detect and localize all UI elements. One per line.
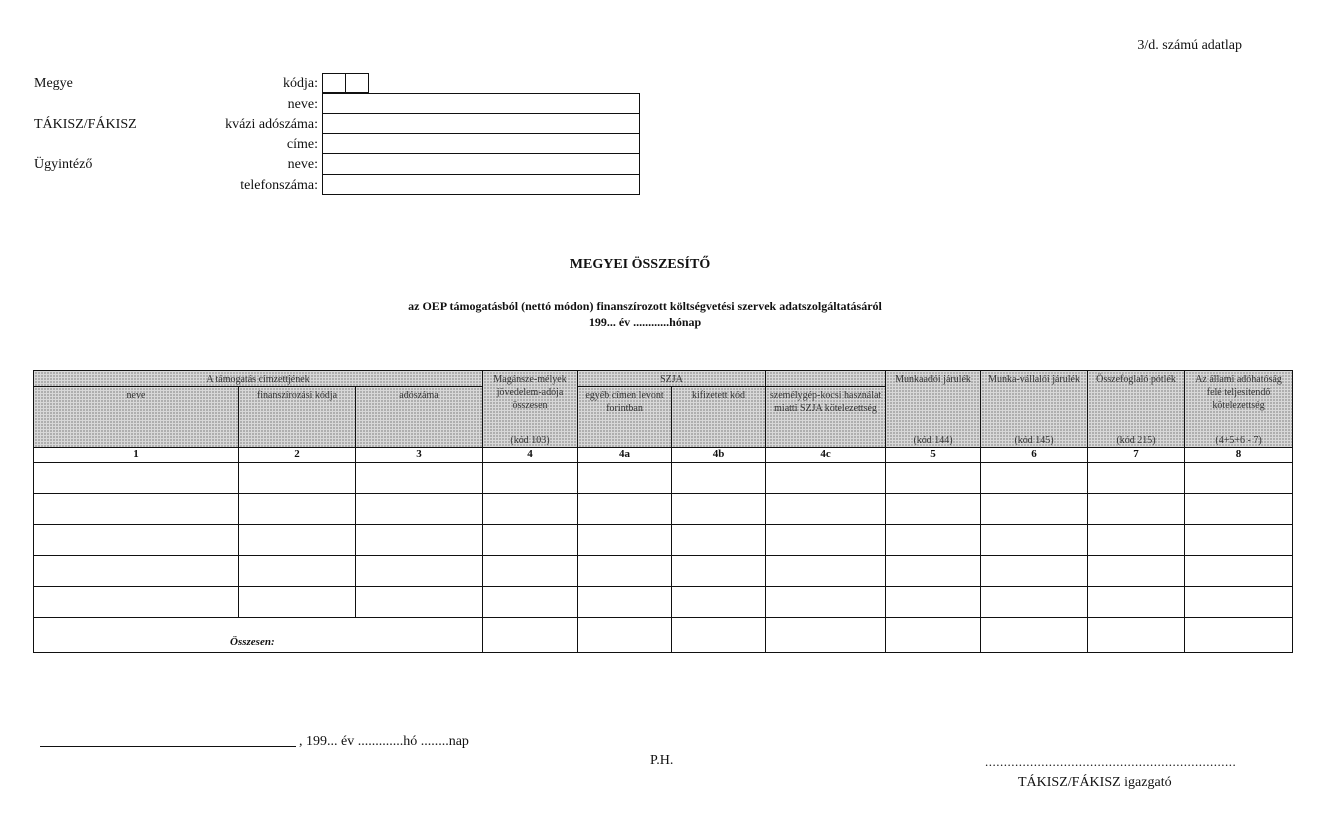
col-num-8: 8 <box>1185 448 1293 463</box>
clerk-phone-field[interactable] <box>322 174 640 195</box>
table-cell[interactable] <box>578 587 672 618</box>
place-line[interactable] <box>40 746 296 747</box>
table-cell[interactable] <box>981 587 1088 618</box>
table-cell[interactable] <box>483 463 578 494</box>
table-cell[interactable] <box>672 525 766 556</box>
table-row <box>34 494 1293 525</box>
col-header-4 <box>483 371 578 448</box>
page-title: MEGYEI ÖSSZESÍTŐ <box>569 257 711 272</box>
total-label: Összesen: <box>230 636 275 648</box>
table-cell[interactable] <box>1185 494 1293 525</box>
col-num-6: 6 <box>981 448 1088 463</box>
code-label: kódja: <box>283 76 318 91</box>
col-num-4c: 4c <box>766 448 886 463</box>
col-header-6-text: Munka-vállalói járulék <box>988 374 1080 385</box>
table-cell[interactable] <box>239 525 356 556</box>
col-header-8 <box>1185 371 1293 448</box>
table-cell[interactable] <box>1185 525 1293 556</box>
table-cell[interactable] <box>1088 525 1185 556</box>
table-cell[interactable] <box>766 494 886 525</box>
col-header-7 <box>1088 371 1185 448</box>
table-cell[interactable] <box>1088 587 1185 618</box>
col-num-4: 4 <box>483 448 578 463</box>
takisz-label: TÁKISZ/FÁKISZ <box>34 117 137 132</box>
table-cell[interactable] <box>766 587 886 618</box>
table-cell[interactable] <box>766 463 886 494</box>
col-header-6 <box>981 371 1088 448</box>
table-cell[interactable] <box>766 556 886 587</box>
table-cell[interactable] <box>578 556 672 587</box>
table-cell[interactable] <box>886 587 981 618</box>
col-header-8-text: Az állami adóhatóság felé teljesítendő kötelezettség <box>1195 374 1282 411</box>
col-header-3: adószáma <box>356 387 483 448</box>
table-cell[interactable] <box>981 556 1088 587</box>
name-label: neve: <box>287 97 318 112</box>
table-cell[interactable] <box>239 587 356 618</box>
table-cell[interactable] <box>578 463 672 494</box>
col-header-1: neve <box>34 387 239 448</box>
col-num-4b: 4b <box>672 448 766 463</box>
table-cell[interactable] <box>1185 587 1293 618</box>
summary-table <box>33 370 1293 653</box>
clerk-label: Ügyintéző <box>34 157 93 172</box>
table-row <box>34 587 1293 618</box>
col-header-5 <box>886 371 981 448</box>
address-label: címe: <box>286 137 318 152</box>
county-code-box-1[interactable] <box>322 73 346 93</box>
table-cell[interactable] <box>34 463 239 494</box>
takisz-address-field[interactable] <box>322 133 640 154</box>
table-cell[interactable] <box>672 587 766 618</box>
total-cell[interactable] <box>578 618 672 653</box>
table-cell[interactable] <box>886 494 981 525</box>
table-cell[interactable] <box>483 587 578 618</box>
total-label-cell <box>34 618 483 653</box>
szja-group-header-ext <box>766 371 886 387</box>
col-header-6-code: (kód 145) <box>1014 435 1054 446</box>
total-cell[interactable] <box>483 618 578 653</box>
table-cell[interactable] <box>356 525 483 556</box>
period-line: 199... év ............hónap <box>588 315 702 329</box>
table-cell[interactable] <box>578 525 672 556</box>
clerk-name-field[interactable] <box>322 153 640 175</box>
table-row <box>34 463 1293 494</box>
date-line: , 199... év .............hó ........nap <box>299 734 469 749</box>
col-header-7-code: (kód 215) <box>1116 435 1156 446</box>
clerk-name-label: neve: <box>287 157 318 172</box>
table-cell[interactable] <box>34 525 239 556</box>
col-num-4a: 4a <box>578 448 672 463</box>
tax-number-label: kvázi adószáma: <box>225 117 318 132</box>
table-row <box>34 525 1293 556</box>
table-cell[interactable] <box>1088 556 1185 587</box>
table-cell[interactable] <box>1185 463 1293 494</box>
col-num-3: 3 <box>356 448 483 463</box>
table-cell[interactable] <box>981 525 1088 556</box>
col-header-4b: kifizetett kód <box>672 387 766 448</box>
total-cell[interactable] <box>1185 618 1293 653</box>
form-id: 3/d. számú adatlap <box>1137 38 1242 53</box>
col-header-4c: személygép-kocsi használat miatti SZJA kötelezettség <box>766 387 886 448</box>
table-cell[interactable] <box>672 556 766 587</box>
table-cell[interactable] <box>34 587 239 618</box>
col-header-7-text: Összefoglaló pótlék <box>1096 374 1176 385</box>
phone-label: telefonszáma: <box>240 178 318 193</box>
table-cell[interactable] <box>886 525 981 556</box>
total-cell[interactable] <box>672 618 766 653</box>
table-cell[interactable] <box>1088 463 1185 494</box>
table-cell[interactable] <box>578 494 672 525</box>
col-header-8-code: (4+5+6 - 7) <box>1215 435 1262 446</box>
table-cell[interactable] <box>356 463 483 494</box>
takisz-name-field[interactable] <box>322 93 640 114</box>
col-num-7: 7 <box>1088 448 1185 463</box>
table-cell[interactable] <box>1088 494 1185 525</box>
table-cell[interactable] <box>34 494 239 525</box>
col-header-5-code: (kód 144) <box>913 435 953 446</box>
col-num-1: 1 <box>34 448 239 463</box>
table-cell[interactable] <box>1185 556 1293 587</box>
col-num-2: 2 <box>239 448 356 463</box>
county-code-box-2[interactable] <box>345 73 369 93</box>
subtitle: az OEP támogatásból (nettó módon) finanszírozott költségvetési szervek adatszolgáltatásáról <box>408 299 882 313</box>
table-cell[interactable] <box>981 494 1088 525</box>
total-row <box>34 618 1293 653</box>
recipient-group-header: A támogatás címzettjének <box>34 371 483 387</box>
total-cell[interactable] <box>981 618 1088 653</box>
col-header-4a: egyéb címen levont forintban <box>578 387 672 448</box>
table-cell[interactable] <box>239 494 356 525</box>
total-cell[interactable] <box>1088 618 1185 653</box>
table-row <box>34 556 1293 587</box>
takisz-tax-number-field[interactable] <box>322 113 640 134</box>
table-cell[interactable] <box>483 494 578 525</box>
table-cell[interactable] <box>483 556 578 587</box>
stamp-label: P.H. <box>650 753 674 768</box>
table-cell[interactable] <box>483 525 578 556</box>
column-number-row <box>34 448 1293 463</box>
table-cell[interactable] <box>886 556 981 587</box>
table-cell[interactable] <box>886 463 981 494</box>
table-cell[interactable] <box>672 463 766 494</box>
table-cell[interactable] <box>356 556 483 587</box>
total-cell[interactable] <box>886 618 981 653</box>
table-cell[interactable] <box>34 556 239 587</box>
col-header-2: finanszírozási kódja <box>239 387 356 448</box>
col-num-5: 5 <box>886 448 981 463</box>
total-cell[interactable] <box>766 618 886 653</box>
szja-group-header: SZJA <box>578 371 766 387</box>
table-cell[interactable] <box>356 494 483 525</box>
table-cell[interactable] <box>239 463 356 494</box>
signatory-label: TÁKISZ/FÁKISZ igazgató <box>1018 775 1172 790</box>
table-cell[interactable] <box>239 556 356 587</box>
table-cell[interactable] <box>766 525 886 556</box>
county-label: Megye <box>34 76 73 91</box>
col-header-4-text: Magánsze-mélyek jövedelem-adója összesen <box>493 374 567 411</box>
col-header-5-text: Munkaadói járulék <box>895 374 971 385</box>
table-cell[interactable] <box>356 587 483 618</box>
table-cell[interactable] <box>981 463 1088 494</box>
table-cell[interactable] <box>672 494 766 525</box>
signature-line[interactable]: ................................................................... <box>985 754 1237 769</box>
col-header-4-code: (kód 103) <box>510 435 550 446</box>
